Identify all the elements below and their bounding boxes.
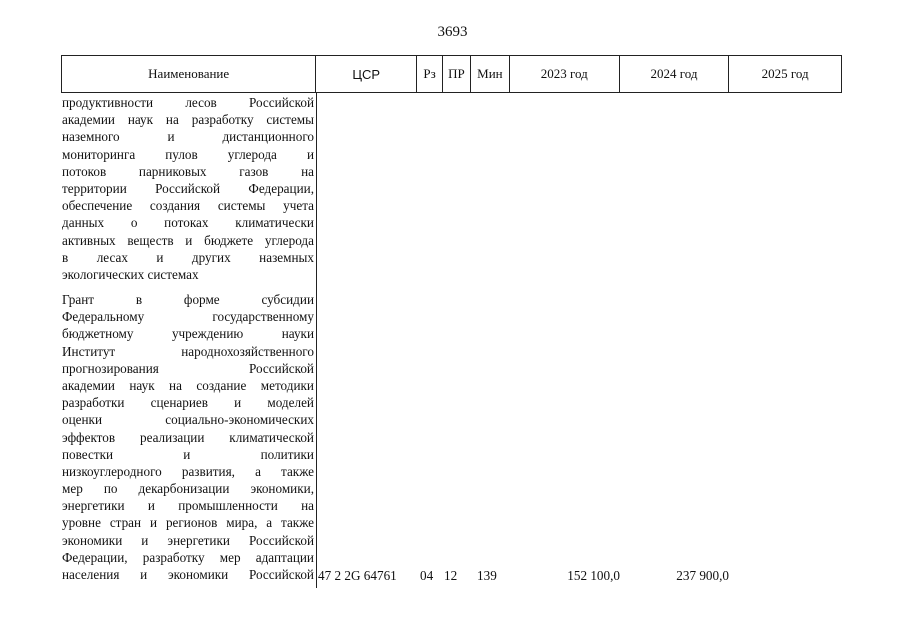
header-name: Наименование xyxy=(62,56,316,92)
text-line: прогнозирования Российской xyxy=(62,360,314,376)
text-line: мониторинга пулов углерода и xyxy=(62,146,314,162)
text-line: в лесах и других наземных xyxy=(62,249,314,265)
text-line: наземного и дистанционного xyxy=(62,129,314,145)
header-pr: ПР xyxy=(443,56,471,92)
column-divider xyxy=(316,92,317,588)
header-rz: Рз xyxy=(417,56,443,92)
text-line: продуктивности лесов Российской xyxy=(62,95,314,110)
header-2024: 2024 год xyxy=(620,56,730,92)
text-line: данных о потоках климатически xyxy=(62,215,314,231)
text-line: экономики и энергетики Российской xyxy=(62,532,314,548)
text-line: оценки социально-экономических xyxy=(62,412,314,428)
text-line: энергетики и промышленности на xyxy=(62,498,314,514)
cell-pr: 12 xyxy=(444,568,458,583)
cell-2023: 152 100,0 xyxy=(567,568,620,583)
cell-min: 139 xyxy=(477,568,497,583)
text-block-grant xyxy=(62,291,314,583)
text-block-continued xyxy=(62,94,314,283)
text-line: разработки сценариев и моделей xyxy=(62,395,314,411)
cell-csr: 47 2 2G 64761 xyxy=(318,568,397,583)
header-min: Мин xyxy=(471,56,510,92)
text-line: низкоуглеродного развития, а также xyxy=(62,463,314,479)
text-line: потоков парниковых газов на xyxy=(62,163,314,179)
text-line: эффектов реализации климатической xyxy=(62,429,314,445)
text-line: Институт народнохозяйственного xyxy=(62,343,314,359)
text-line: активных веществ и бюджете углерода xyxy=(62,232,314,248)
text-line: повестки и политики xyxy=(62,446,314,462)
text-line: Федерации, разработку мер адаптации xyxy=(62,549,314,565)
text-line: академии наук на разработку системы xyxy=(62,112,314,128)
table-header xyxy=(61,55,842,93)
cell-rz: 04 xyxy=(420,568,434,583)
text-line: академии наук на создание методики xyxy=(62,377,314,393)
text-line: экологических системах xyxy=(62,266,199,282)
cell-2024: 237 900,0 xyxy=(676,568,729,583)
text-line: Грант в форме субсидии xyxy=(62,292,314,307)
text-line: обеспечение создания системы учета xyxy=(62,198,314,214)
header-2025: 2025 год xyxy=(761,66,809,81)
text-line: мер по декарбонизации экономики, xyxy=(62,481,314,497)
text-line: уровне стран и регионов мира, а также xyxy=(62,515,314,531)
text-line: территории Российской Федерации, xyxy=(62,180,314,196)
page-number: 3693 xyxy=(437,24,468,40)
text-line: бюджетному учреждению науки xyxy=(62,326,314,342)
header-2023: 2023 год xyxy=(510,56,620,92)
header-csr: ЦСР xyxy=(316,56,417,92)
text-line: населения и экономики Российской xyxy=(62,567,314,582)
text-line: Федеральному государственному xyxy=(62,309,314,325)
